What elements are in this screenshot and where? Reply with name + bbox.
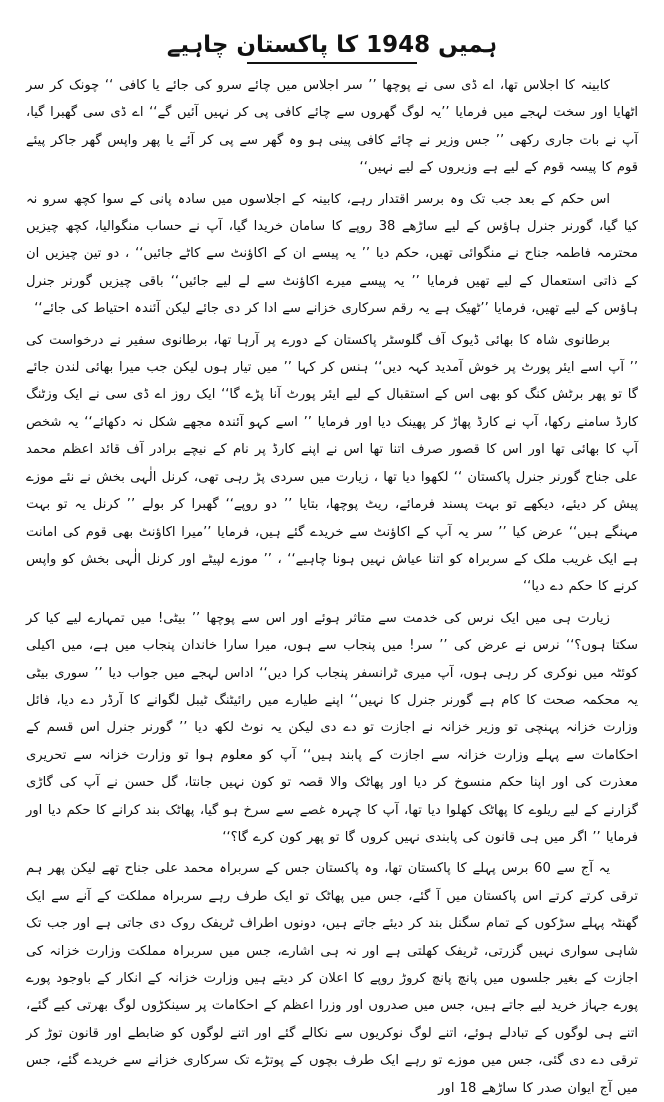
paragraph-duke-and-socks: برطانوی شاہ کا بھائی ڈیوک آف گلوسٹر پاکستان کے دورے پر آرہا تھا، برطانوی سفیر نے درخواست کی ’’ آپ اسے ایئر پورٹ پر خوش آمدید کہہ دیں‘‘ ہنس کر کہا ’’ میں تیار ہوں لیکن جب میرا بھائی لندن جائے گا تو پھر برٹش کنگ کو بھی اس کے استقبال کے لیے ایئر پورٹ آنا پڑے گا‘‘ ایک روز اے ڈی سی نے ایک وزٹنگ کارڈ سامنے رکھا، آپ نے کارڈ پھاڑ کر پھینک دیا اور فرمایا ’’ اسے کہو آئندہ مجھے شکل نہ دکھائے‘‘ یہ شخص آپ کا بھائی تھا اور اس کا قصور صرف اتنا تھا اس نے اپنے کارڈ پر نام کے نیچے برادر آف قائد اعظم محمد علی جناح گورنر جنرل پاکستان ‘‘ لکھوا دیا تھا ، زیارت میں سردی پڑ رہی تھی، کرنل الٰہی بخش نے نئے موزے پیش کر دیئے، دیکھے تو بہت پسند فرمائے، ریٹ پوچھا، بتایا ’’ دو روپے‘‘ گھبرا کر بولے ’’ کرنل یہ تو بہت مہنگے ہیں‘‘ عرض کیا ’’ سر یہ آپ کے اکاؤنٹ سے خریدے گئے ہیں، فرمایا ’’میرا اکاؤنٹ بھی قوم کی امانت ہے ایک غریب ملک کے سربراہ کو اتنا عیاش نہیں ہونا چاہیے‘‘ ، ’’ موزے لپیٹے اور کرنل الٰہی بخش کو واپس کرنے کا حکم دے دیا‘‘ bbox=[26, 332, 638, 595]
article-title: ہمیں 1948 کا پاکستان چاہیے bbox=[166, 32, 498, 58]
paragraph-nurse-and-railway-gate: زیارت ہی میں ایک نرس کی خدمت سے متاثر ہوئے اور اس سے پوچھا ’’ بیٹی! میں تمہارے لیے کیا کر سکتا ہوں؟‘‘ نرس نے عرض کی ’’ سر! میں پنجاب سے ہوں، میرا سارا خاندان پنجاب میں ہے، میں اکیلی کوئٹہ میں نوکری کر رہی ہوں، آپ میری ٹرانسفر پنجاب کرا دیں‘‘ اداس لہجے میں جواب دیا ’’ سوری بیٹی یہ محکمہ صحت کا کام ہے گورنر جنرل کا نہیں‘‘ اپنے طیارے میں رائیٹنگ ٹیبل لگوانے کا آرڈر دے دیا، فائل وزارت خزانہ پہنچی تو وزیر خزانہ نے اجازت تو دے دی لیکن یہ نوٹ لکھ دیا ’’ گورنر جنرل اس قسم کے احکامات سے پہلے وزارت خزانہ سے اجازت کے پابند ہیں‘‘ آپ کو معلوم ہوا تو وزارت خزانہ سے تحریری معذرت کی اور اپنا حکم منسوخ کر دیا اور پھاٹک والا قصہ تو کون نہیں جانتا، گل حسن نے آپ کی گاڑی گزارنے کے لیے ریلوے کا پھاٹک کھلوا دیا تھا، آپ کا چہرہ غصے سے سرخ ہو گیا، پھاٹک بند کرانے کا حکم دیا اور فرمایا ’’ اگر میں ہی قانون کی پابندی نہیں کروں گا تو پھر کون کرے گا؟‘‘ bbox=[26, 610, 638, 845]
paragraph-governor-house-expenses: اس حکم کے بعد جب تک وہ برسر اقتدار رہے، کابینہ کے اجلاسوں میں سادہ پانی کے سوا کچھ سرو نہ کیا گیا، گورنر جنرل ہاؤس کے لیے ساڑھے 38 روپے کا سامان خریدا گیا، آپ نے حساب منگوالیا، کچھ چیزیں محترمہ فاطمہ جناح نے منگوائی تھیں، حکم دیا ’’ یہ پیسے ان کے اکاؤنٹ سے کاٹے جائیں‘‘ ، دو تین چیزیں ان کے ذاتی استعمال کے لیے تھیں فرمایا ’’ یہ پیسے میرے اکاؤنٹ سے لے لیے جائیں‘‘ باقی چیزیں گورنر جنرل ہاؤس کے لیے تھیں، فرمایا ’’ٹھیک ہے یہ رقم سرکاری خزانے سے ادا کر دی جائے لیکن آئندہ احتیاط کی جائے‘‘ bbox=[26, 191, 638, 317]
paragraph-cabinet-tea: کابینہ کا اجلاس تھا، اے ڈی سی نے پوچھا ’’ سر اجلاس میں چائے سرو کی جائے یا کافی ‘‘ چونک کر سر اٹھایا اور سخت لہجے میں فرمایا ’’یہ لوگ گھروں سے چائے کافی پی کر نہیں آئیں گے‘‘ اے ڈی سی گھبرا گیا، آپ نے بات جاری رکھی ’’ جس وزیر نے چائے کافی پینی ہو وہ گھر سے پی کر آئے یا پھر واپس گھر جاکر پیئے قوم کا پیسہ قوم کے لیے ہے وزیروں کے لیے نہیں‘‘ bbox=[26, 78, 638, 176]
title-underline bbox=[247, 62, 417, 64]
article-body bbox=[26, 72, 638, 1102]
paragraph-pakistan-then-and-now: یہ آج سے 60 برس پہلے کا پاکستان تھا، وہ پاکستان جس کے سربراہ محمد علی جناح تھے لیکن پھر ہم ترقی کرتے کرتے اس پاکستان میں آ گئے، جس میں پھاٹک تو ایک طرف رہے سربراہ مملکت کے آنے سے ایک گھنٹہ پہلے سڑکوں کے تمام سگنل بند کر دیئے جاتے ہیں، دونوں اطراف ٹریفک روک دی جاتی ہے اور جب تک شاہی سواری نہیں گزرتی، ٹریفک کھلتی ہے اور نہ ہی اشارے، جس میں سربراہ مملکت وزارت خزانہ کی اجازت کے بغیر جلسوں میں پانچ پانچ کروڑ روپے کا اعلان کر دیتے ہیں وزارت خزانہ کے انکار کے باوجود پورے پورے جہاز خرید لیے جاتے ہیں، جس میں صدروں اور وزرا اعظم کے احکامات پر سینکڑوں لوگ بھرتی کیے گئے، اتنے ہی لوگوں کے تبادلے ہوئے، اتنے لوگ نوکریوں سے نکالے گئے اور اتنے لوگوں کو ضابطے اور قانون توڑ کر ترقی دے دی گئی، جس میں موزے تو رہے ایک طرف بچوں کے پوتڑے تک سرکاری خزانے سے خریدے گئے، جس میں آج ایوان صدر کا ساڑھے 18 اور bbox=[26, 861, 638, 1096]
